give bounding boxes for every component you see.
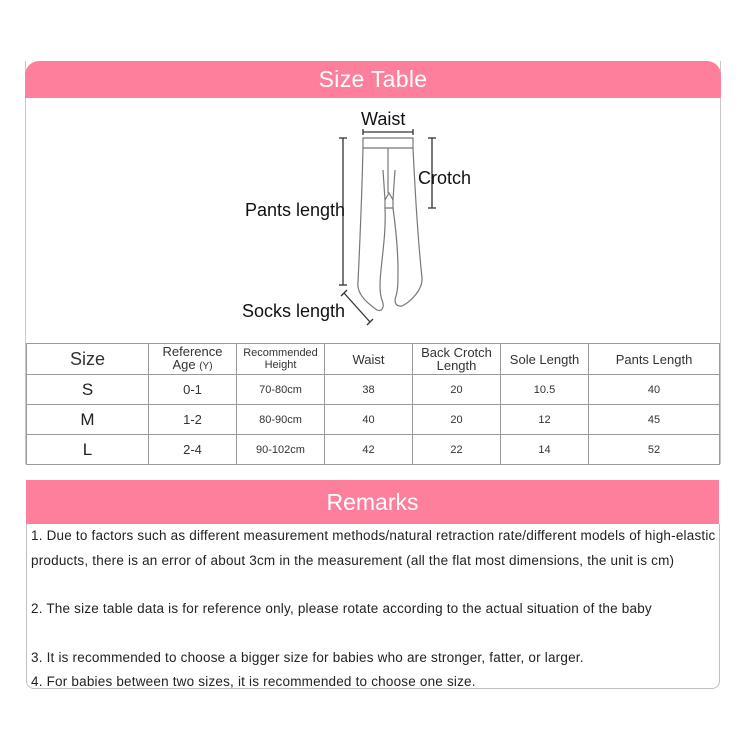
cell-waist: 40	[325, 405, 413, 435]
col-header-pants-length: Pants Length	[589, 344, 720, 375]
back-crotch-line2: Length	[436, 358, 477, 373]
ref-age-line1: Reference	[162, 344, 223, 359]
cell-back-crotch: 22	[413, 435, 501, 465]
height-line2: Height	[264, 359, 297, 371]
remark-item: 3. It is recommended to choose a bigger size for babies who are stronger, fatter, or larger.	[31, 650, 584, 665]
waist-label: Waist	[361, 109, 406, 129]
tights-measurement-diagram	[230, 100, 490, 330]
remark-item: 2. The size table data is for reference only, please rotate according to the actual situation of the baby	[31, 601, 652, 616]
col-header-waist: Waist	[325, 344, 413, 375]
cell-waist: 42	[325, 435, 413, 465]
cell-height: 70-80cm	[237, 375, 325, 405]
cell-sole: 10.5	[501, 375, 589, 405]
cell-age: 2-4	[149, 435, 237, 465]
cell-pants: 52	[589, 435, 720, 465]
cell-back-crotch: 20	[413, 375, 501, 405]
col-header-sole-length: Sole Length	[501, 344, 589, 375]
table-row	[27, 435, 720, 465]
cell-age: 0-1	[149, 375, 237, 405]
cell-height: 80-90cm	[237, 405, 325, 435]
cell-back-crotch: 20	[413, 405, 501, 435]
size-table-title: Size Table	[318, 66, 428, 92]
pants-length-label: Pants length	[245, 200, 346, 220]
size-table-header	[25, 61, 721, 98]
remarks-header	[26, 480, 719, 524]
ref-age-unit: (Y)	[199, 361, 213, 372]
cell-size: M	[27, 405, 149, 435]
size-table	[26, 343, 720, 465]
cell-pants: 45	[589, 405, 720, 435]
cell-sole: 14	[501, 435, 589, 465]
remarks-title: Remarks	[326, 488, 419, 515]
ref-age-line2: Age	[172, 357, 196, 372]
cell-waist: 38	[325, 375, 413, 405]
table-row	[27, 375, 720, 405]
cell-pants: 40	[589, 375, 720, 405]
back-crotch-line1: Back Crotch	[421, 345, 492, 360]
cell-size: L	[27, 435, 149, 465]
cell-size: S	[27, 375, 149, 405]
remark-item: 1. Due to factors such as different measurement methods/natural retraction rate/different models of high-elastic products, there is an error of about 3cm in the measurement (all the flat most dimensions, the unit is cm)	[31, 528, 716, 568]
col-header-size: Size	[27, 344, 149, 375]
table-header-row	[27, 344, 720, 375]
cell-height: 90-102cm	[237, 435, 325, 465]
height-line1: Recommended	[243, 347, 318, 359]
socks-length-label: Socks length	[242, 301, 346, 321]
remark-item: 4. For babies between two sizes, it is recommended to choose one size.	[31, 674, 476, 689]
remarks-list	[26, 524, 720, 689]
crotch-label: Crotch	[418, 168, 472, 188]
table-row	[27, 405, 720, 435]
cell-sole: 12	[501, 405, 589, 435]
col-header-recommended-height	[237, 344, 325, 375]
cell-age: 1-2	[149, 405, 237, 435]
col-header-reference-age	[149, 344, 237, 375]
col-header-back-crotch	[413, 344, 501, 375]
